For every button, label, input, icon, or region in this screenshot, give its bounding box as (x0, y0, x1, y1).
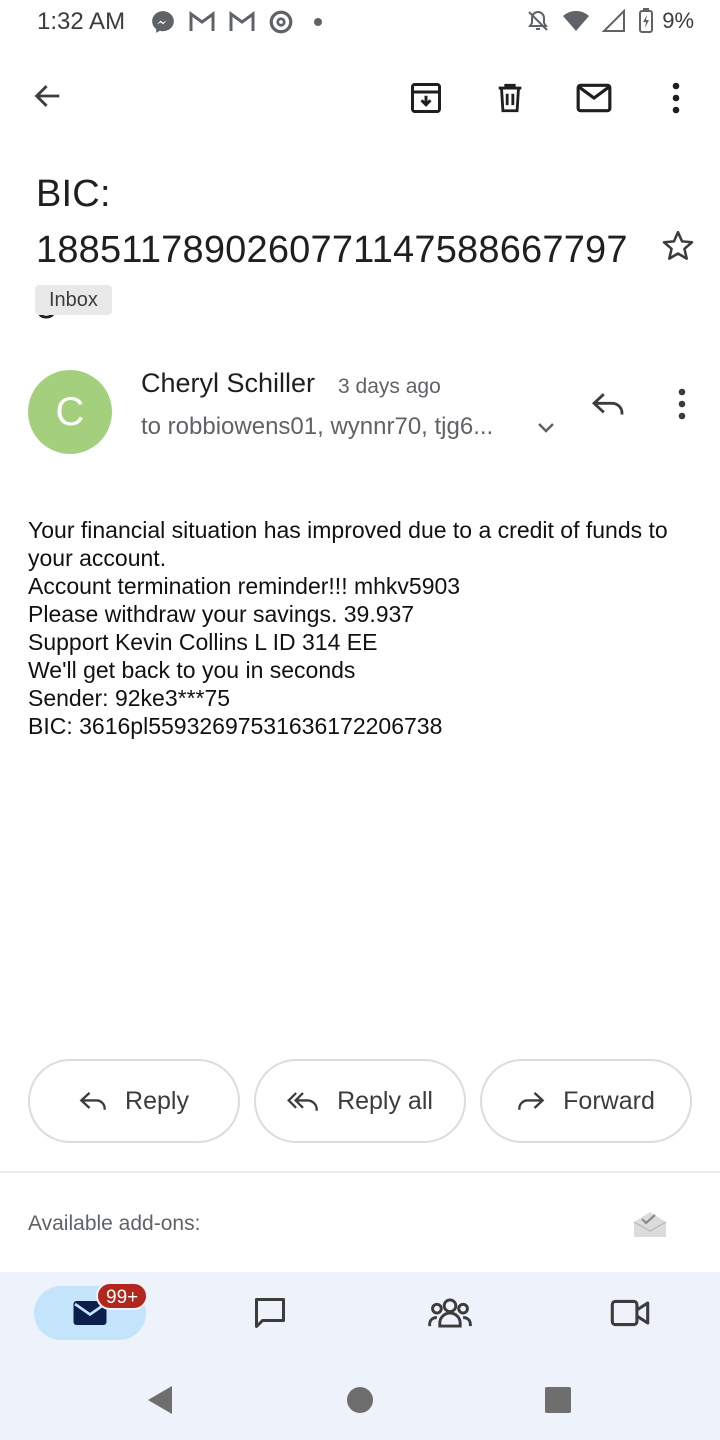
nav-meet[interactable] (574, 1286, 686, 1340)
battery-percent: 9% (662, 8, 694, 33)
status-time: 1:32 AM (37, 8, 126, 35)
body-line: Your financial situation has improved due to a credit of funds to your account. (28, 517, 675, 571)
subject-line-2: 1885117890260771147588667797 (36, 229, 628, 271)
reply-button[interactable] (28, 1059, 240, 1143)
forward-button[interactable] (480, 1059, 692, 1143)
mark-unread-icon (575, 81, 613, 115)
system-home-button[interactable] (332, 1376, 388, 1424)
status-system-icons (526, 6, 694, 36)
back-arrow-icon (31, 79, 65, 113)
reply-icon (79, 1089, 107, 1113)
meet-video-icon (610, 1298, 650, 1328)
spaces-icon (428, 1297, 472, 1329)
body-line: Account termination reminder!!! mhkv5903 (28, 573, 461, 599)
chevron-down-icon (537, 422, 555, 434)
sender-name[interactable]: Cheryl Schiller (141, 368, 316, 398)
reply-button-label: Reply (125, 1086, 189, 1115)
sender-time: 3 days ago (338, 375, 441, 398)
forward-icon (517, 1089, 545, 1113)
addon-button[interactable] (628, 1204, 672, 1244)
system-recents-button[interactable] (530, 1376, 586, 1424)
forward-button-label: Forward (563, 1086, 655, 1115)
back-button[interactable] (20, 68, 76, 124)
subject-line-1: BIC: (36, 173, 111, 215)
star-icon (660, 228, 696, 264)
unread-count-badge: 99+ (96, 1282, 148, 1310)
circle-home-icon (346, 1386, 374, 1414)
sender-avatar[interactable]: C (28, 370, 112, 454)
notifications-off-icon (526, 8, 550, 34)
triangle-back-icon (146, 1384, 174, 1416)
signal-icon (602, 9, 626, 33)
body-line: We'll get back to you in seconds (28, 657, 356, 683)
email-subject (36, 166, 646, 334)
body-line: Support Kevin Collins L ID 314 EE (28, 629, 378, 655)
nav-spaces[interactable] (394, 1286, 506, 1340)
email-body (28, 516, 698, 740)
reply-icon (591, 390, 625, 418)
app-bar (0, 60, 720, 136)
nav-chat[interactable] (214, 1286, 326, 1340)
more-vert-icon (671, 82, 681, 114)
threads-icon (268, 9, 294, 35)
system-navigation-bar (0, 1360, 720, 1440)
more-options-button[interactable] (648, 70, 704, 126)
square-recents-icon (544, 1386, 572, 1414)
divider (0, 1171, 720, 1173)
addon-check-envelope-icon (631, 1208, 669, 1240)
star-button[interactable] (656, 224, 700, 268)
messenger-icon (150, 9, 176, 35)
body-line: Please withdraw your savings. 39.937 (28, 601, 415, 627)
gmail-icon (188, 10, 216, 34)
wifi-icon (562, 9, 590, 33)
dot-icon (314, 18, 322, 26)
archive-button[interactable] (398, 70, 454, 126)
inbox-label-chip[interactable]: Inbox (35, 285, 112, 315)
battery-charging-icon (638, 8, 654, 34)
addons-label: Available add-ons: (28, 1212, 201, 1235)
delete-button[interactable] (482, 70, 538, 126)
recipients-line[interactable]: to robbiowens01, wynnr70, tjg6... (141, 413, 494, 440)
status-bar (0, 0, 720, 44)
archive-icon (408, 80, 444, 116)
reply-all-button[interactable] (254, 1059, 466, 1143)
reply-button-top[interactable] (584, 380, 632, 428)
body-line: BIC: 3616pl55932697531636172206738 (28, 713, 443, 739)
reply-all-button-label: Reply all (337, 1086, 433, 1115)
reply-all-icon (287, 1089, 319, 1113)
status-notification-icons (150, 8, 322, 36)
mark-unread-button[interactable] (566, 70, 622, 126)
delete-icon (493, 80, 527, 116)
gmail-icon (228, 10, 256, 34)
message-more-button[interactable] (660, 380, 704, 428)
expand-details-button[interactable] (532, 414, 560, 442)
more-vert-icon (677, 388, 687, 420)
system-back-button[interactable] (132, 1376, 188, 1424)
chat-icon (252, 1295, 288, 1331)
body-line: Sender: 92ke3***75 (28, 685, 231, 711)
